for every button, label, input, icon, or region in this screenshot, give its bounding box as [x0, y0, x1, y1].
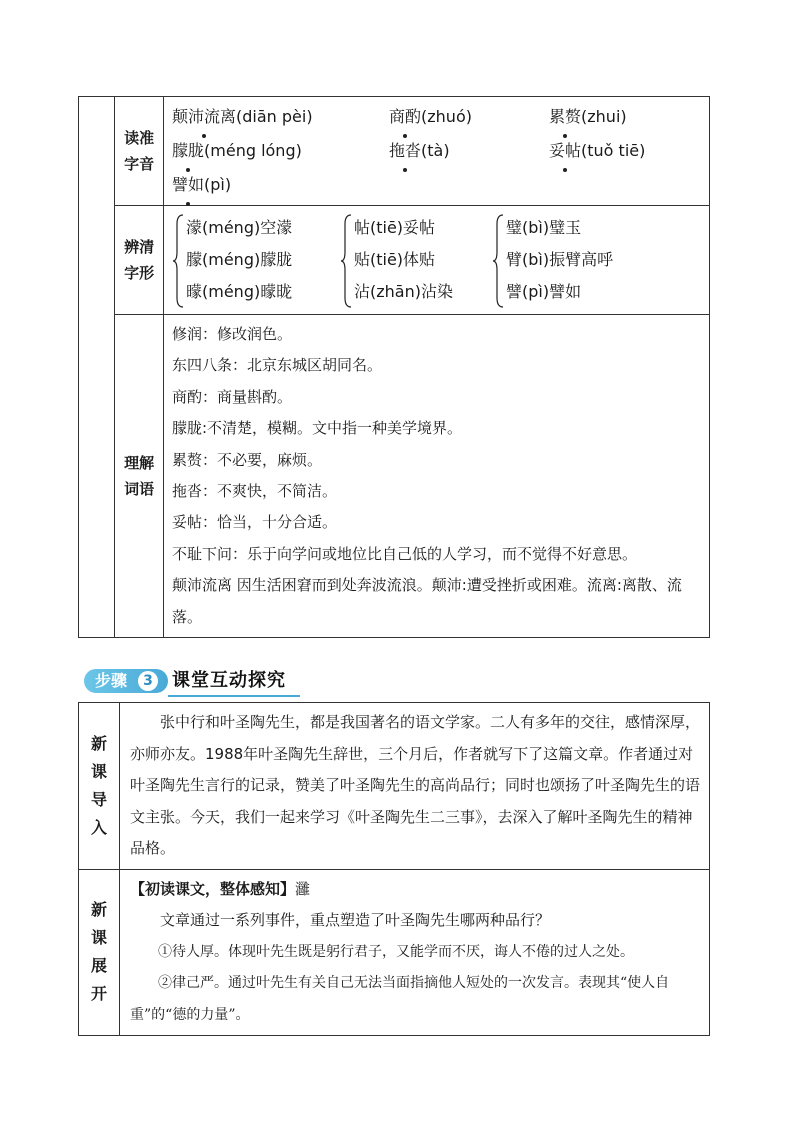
glyph-cell [164, 206, 710, 315]
question-text: 文章通过一系列事件，重点塑造了叶圣陶先生哪两种品行？ [160, 911, 551, 929]
pinyin: (pì) [204, 175, 232, 194]
brace-icon [172, 212, 186, 308]
pronunciation-item [172, 135, 389, 167]
word-with-dots: 颠沛流离 [172, 101, 236, 133]
definitions-cell [164, 315, 710, 638]
word-with-dots: 朦胧 [172, 135, 204, 167]
glyph-item: 璧(bì)璧玉 [506, 218, 582, 237]
pronunciation-cell [164, 97, 710, 206]
row-label-line: 词语 [124, 480, 155, 499]
answer-text: ①待人厚。体现叶先生既是躬行君子，又能学而不厌，诲人不倦的过人之处。 [158, 943, 634, 960]
pronunciation-grid [172, 101, 709, 201]
section-title: 课堂互动探究 [172, 670, 286, 691]
pinyin: (tà) [421, 141, 450, 160]
word-with-dots: 累赘 [549, 101, 581, 133]
intro-label: 新 课 导 入 [79, 703, 120, 870]
definition-line: 东四八条：北京东城区胡同名。 [172, 356, 383, 375]
glyph-item: 濛(méng)空濛 [186, 218, 293, 237]
pinyin: (zhuó) [421, 107, 472, 126]
row-label-line: 字形 [124, 264, 155, 282]
glyph-item: 朦(méng)朦胧 [186, 250, 293, 269]
definition-line: 不耻下问：乐于向学问或地位比自己低的人学习，而不觉得不好意思。 [172, 544, 638, 563]
pronunciation-item [549, 101, 709, 133]
develop-heading: 【初读课文，整体感知】 [130, 879, 296, 898]
intro-paragraph: 张中行和叶圣陶先生，都是我国著名的语文学家。二人有多年的交往，感情深厚，亦师亦友。1988年叶圣陶先生辞世，三个月后，作者就写下了这篇文章。作者通过对叶圣陶先生言行的记录，赞美了叶圣陶先生的高尚品行；同时也颂扬了叶圣陶先生的语文主张。今天，我们一起来学习《叶圣陶先生二三事》，去深入了解叶圣陶先生的精神品格。 [130, 713, 701, 857]
definition-line: 朦胧:不清楚，模糊。文中指一种美学境界。 [172, 419, 463, 438]
title-underline [168, 695, 300, 697]
row-label-line: 字音 [124, 155, 155, 173]
table-row [79, 315, 710, 638]
pinyin: (zhui) [581, 107, 627, 126]
glyph-item: 曚(méng)曚昽 [186, 282, 293, 301]
pinyin: (méng lóng) [204, 141, 302, 160]
row-label-line: 辨清 [124, 238, 155, 256]
brace-icon [340, 212, 354, 308]
row-label-vocabulary [115, 315, 164, 638]
answer-text: ②律己严。通过叶先生有关自己无法当面指摘他人短处的一次发言。表现其“使人自重”的“德的力量”。 [130, 975, 670, 1023]
step-number-circle: 3 [138, 671, 158, 691]
pinyin: (tuǒ tiē) [581, 141, 646, 160]
definition-line: 妥帖：恰当，十分合适。 [172, 513, 338, 532]
table-row [79, 97, 710, 206]
pronunciation-item [389, 135, 549, 167]
word-with-dots: 商酌 [389, 101, 421, 133]
glyph-groups [172, 210, 709, 310]
vocabulary-table [78, 96, 710, 638]
definition-line: 拖沓：不爽快，不简洁。 [172, 482, 338, 501]
definition-line: 修润：修改润色。 [172, 325, 293, 343]
glyph-group [172, 212, 340, 308]
table-row [79, 869, 710, 1036]
pronunciation-item [389, 101, 549, 133]
table-row [79, 703, 710, 870]
develop-heading-line [130, 874, 701, 906]
word-with-dots: 妥帖 [549, 135, 581, 167]
heading-tail: 灉 [295, 879, 311, 898]
brace-icon [492, 212, 506, 308]
word-with-dots: 譬如 [172, 169, 204, 201]
pronunciation-item [172, 101, 389, 133]
row-label-line: 理解 [124, 454, 155, 473]
section-heading [84, 666, 300, 696]
glyph-group [492, 212, 672, 308]
row-label-glyph [115, 206, 164, 315]
glyph-item: 贴(tiē)体贴 [354, 250, 436, 269]
definition-line: 累赘：不必要，麻烦。 [172, 450, 323, 469]
word-with-dots: 拖沓 [389, 135, 421, 167]
step-badge-label: 步骤 [95, 671, 128, 690]
intro-text-cell [120, 703, 710, 870]
develop-text-cell [120, 869, 710, 1036]
glyph-item: 譬(pì)譬如 [506, 282, 582, 301]
definition-line: 颠沛流离 因生活困窘而到处奔波流浪。颠沛:遭受挫折或困难。流离:离散、流落。 [172, 576, 682, 626]
table-row [79, 206, 710, 315]
row-label-line: 读准 [124, 129, 155, 147]
glyph-item: 帖(tiē)妥帖 [354, 218, 436, 237]
pronunciation-item [549, 135, 709, 167]
row-label-pronunciation [115, 97, 164, 206]
glyph-item: 臂(bì)振臂高呼 [506, 250, 614, 269]
glyph-group [340, 212, 492, 308]
glyph-item: 沾(zhān)沾染 [354, 282, 453, 301]
develop-label: 新 课 展 开 [79, 869, 120, 1036]
empty-column-cell [79, 97, 115, 638]
pronunciation-item [172, 169, 389, 201]
definition-line: 商酌：商量斟酌。 [172, 387, 293, 406]
pinyin: (diān pèi) [236, 107, 313, 126]
lesson-table [78, 702, 710, 1036]
